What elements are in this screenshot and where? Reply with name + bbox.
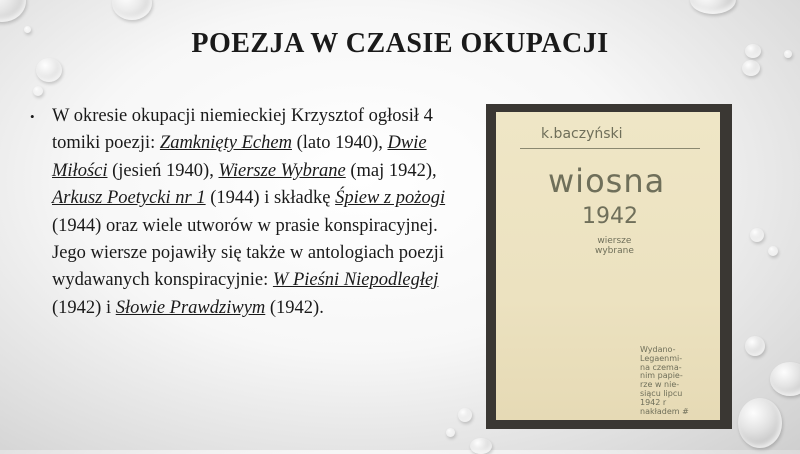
text-run: (maj 1942), <box>345 160 437 181</box>
book-cover <box>496 112 720 420</box>
book-title: Dwie Miłości <box>52 133 427 181</box>
slide-title: POEZJA W CZASIE OKUPACJI <box>191 28 609 59</box>
water-drop <box>750 228 764 242</box>
water-drop <box>36 58 62 82</box>
cover-subtitle-line: wiersze <box>597 236 632 246</box>
book-title: Słowie Prawdziwym <box>115 297 266 318</box>
cover-imprint: Wydano- Legaenmi- na czema- nim papie- rze w nie- siącu lipcu 1942 r nakładem # <box>640 345 689 416</box>
water-drop <box>690 0 736 14</box>
book-title: Zamknięty Echem <box>159 133 292 154</box>
book-title: W Pieśni Niepodległej <box>272 270 439 291</box>
text-run: (lato 1940), <box>291 133 388 154</box>
text-run: W okresie okupacji niemieckiej Krzysztof ogłosił 4 tomiki poezji: <box>52 106 433 154</box>
book-title: Wiersze Wybrane <box>218 160 346 181</box>
water-drop <box>470 438 492 454</box>
text-run: (1944) oraz wiele utworów w prasie konspiracyjnej. Jego wiersze pojawiły się także w antologiach poezji wydawanych konspiracyjnie: <box>52 215 444 291</box>
cover-year: 1942 <box>582 204 638 229</box>
cover-title: wiosna <box>548 162 666 200</box>
water-drop <box>768 246 778 256</box>
water-drop <box>112 0 152 20</box>
water-drop <box>742 60 760 76</box>
bullet-item <box>30 103 468 322</box>
cover-author: k.baczyński <box>541 126 623 142</box>
water-drop <box>446 428 455 437</box>
water-drop <box>458 408 472 422</box>
water-drop <box>738 398 782 448</box>
bullet-icon: • <box>30 109 35 124</box>
book-cover-photo <box>486 104 732 429</box>
water-drop <box>745 336 765 356</box>
cover-subtitle <box>595 236 634 256</box>
water-drop <box>0 0 26 22</box>
cover-subtitle-line: wybrane <box>595 246 634 256</box>
water-drop <box>770 362 800 396</box>
text-run: (1942) i <box>52 297 116 318</box>
cover-divider <box>520 148 700 149</box>
text-run: (1944) i składkę <box>205 188 336 209</box>
text-run: (jesień 1940), <box>107 160 219 181</box>
text-run: (1942). <box>265 297 324 318</box>
water-drop <box>33 86 43 96</box>
book-title: Śpiew z pożogi <box>335 188 446 209</box>
bullet-text <box>52 103 468 322</box>
book-title: Arkusz Poetycki nr 1 <box>52 188 206 209</box>
